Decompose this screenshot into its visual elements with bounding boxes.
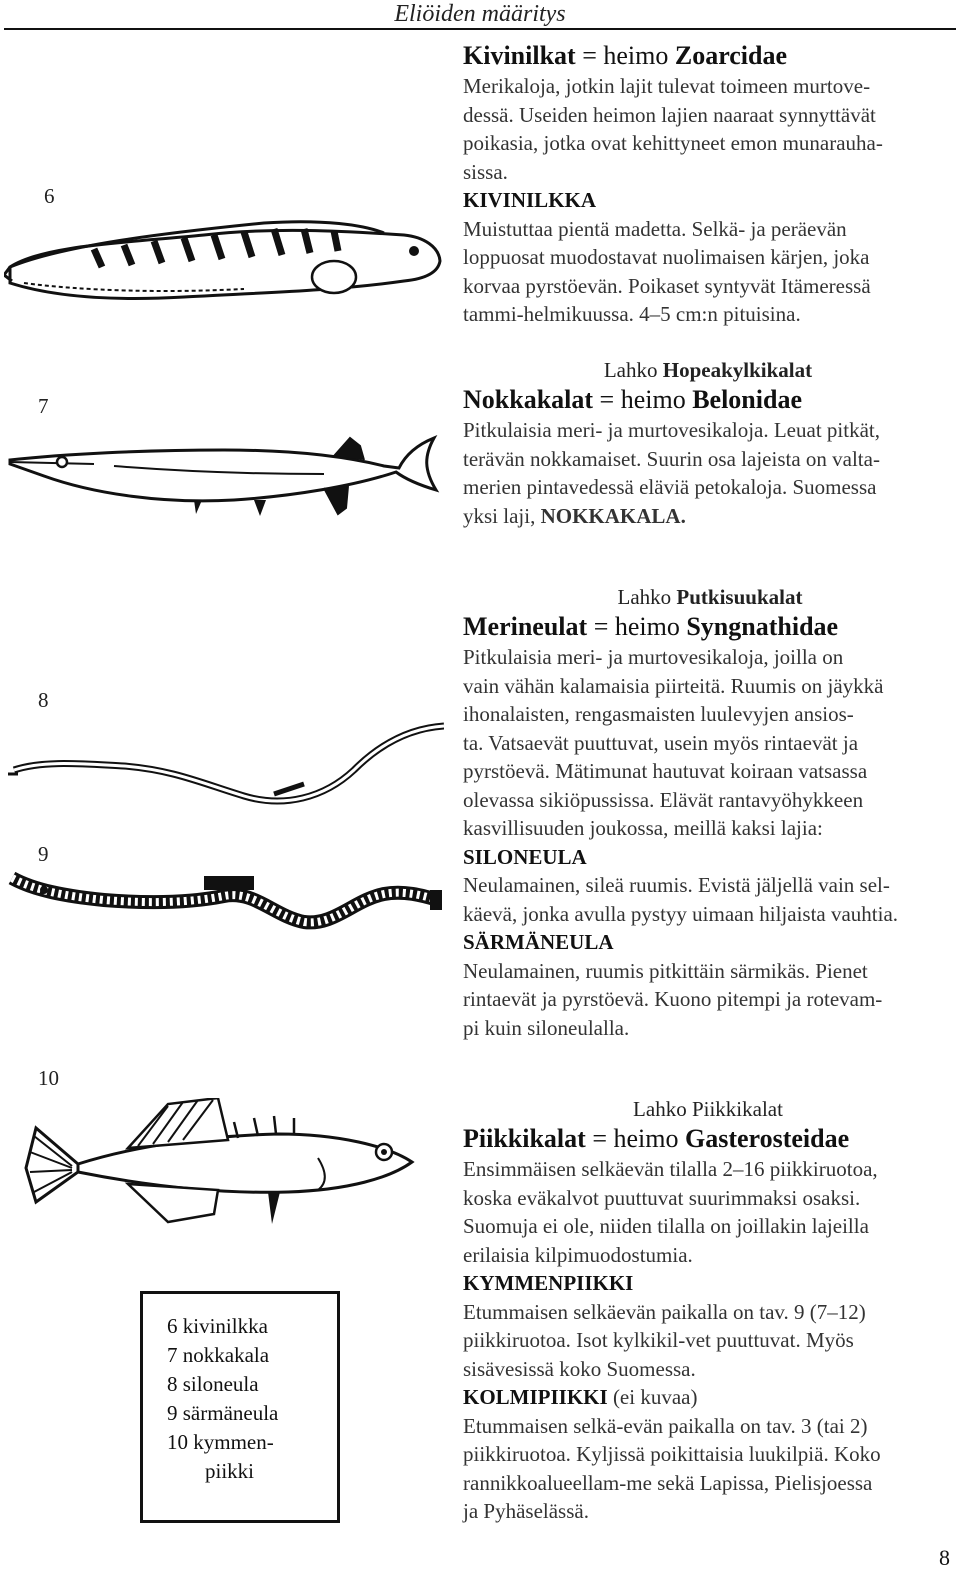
family-title	[463, 1123, 953, 1155]
text-line: rintaevät ja pyrstöevä. Kuono pitempi ja rotevam-	[463, 987, 883, 1011]
text-line: olevassa sikiöpussissa. Elävät rantavyöhykkeen	[463, 787, 864, 812]
family-title	[463, 40, 953, 72]
garfish-illustration	[4, 420, 444, 530]
text-line: piikkiruotoa. Isot kylkikil-vet puuttuvat. Myös	[463, 1328, 854, 1352]
greater-pipefish-illustration	[4, 860, 444, 950]
order-heading: Lahko Piikkikalat	[633, 1097, 783, 1121]
caption-line: piikki	[205, 1459, 255, 1483]
text-line: kasvillisuuden joukossa, meillä kaksi lajia:	[463, 816, 823, 840]
text-line: Etummaisen selkä-evän paikalla on tav. 3 (tai 2)	[463, 1413, 868, 1438]
text-line: Ensimmäisen selkäevän tilalla 2–16 piikkiruotoa,	[463, 1157, 878, 1181]
species-note: (ei kuvaa)	[607, 1385, 698, 1409]
common-name: Piikkikalat	[463, 1124, 586, 1153]
text-line: pyrstöevä. Mätimunat hautuvat koiraan vatsassa	[463, 759, 868, 783]
page-header: Eliöiden määritys	[394, 1, 566, 27]
page-number: 8	[939, 1545, 950, 1570]
text-fragment: yksi laji,	[463, 503, 541, 528]
caption-line: 6 kivinilkka	[167, 1314, 268, 1338]
eelpout-illustration	[4, 205, 444, 315]
section-belonidae	[463, 356, 953, 530]
text-line: merien pintavedessä eläviä petokaloja. Suomessa	[463, 475, 877, 499]
caption-line: 10 kymmen-	[167, 1430, 274, 1454]
text-line: pi kuin siloneulalla.	[463, 1015, 630, 1040]
text-line: Muistuttaa pientä madetta. Selkä- ja peräevän	[463, 216, 847, 241]
family-name: Gasterosteidae	[684, 1124, 850, 1153]
figure-number-7: 7	[38, 394, 49, 418]
text-line: käevä, jonka avulla pystyy uimaan hiljaista vauhtia.	[463, 901, 899, 926]
figure-number-6: 6	[44, 184, 55, 208]
title-separator: = heimo	[575, 41, 675, 70]
text-line: poikasia, jotka ovat kehittyneet emon munarauha-	[463, 131, 883, 155]
figure-caption-box	[140, 1291, 340, 1523]
species-name: NOKKAKALA.	[540, 503, 686, 528]
family-name: Syngnathidae	[686, 612, 839, 641]
order-heading	[463, 583, 957, 611]
straightnose-pipefish-illustration	[4, 710, 444, 820]
text-line: rannikkoalueellam-me sekä Lapissa, Pielisjoessa	[463, 1470, 873, 1495]
section-gasterosteidae	[463, 1095, 953, 1526]
text-line: Suomuja ei ole, niiden tilalla on joillakin lajeilla	[463, 1214, 869, 1238]
family-name: Zoarcidae	[674, 41, 788, 70]
species-name: KIVINILKKA	[463, 188, 597, 212]
text-line: erilaisia kilpimuodostumia.	[463, 1242, 693, 1267]
order-name: Putkisuukalat	[676, 585, 803, 609]
order-prefix: Lahko	[617, 585, 677, 609]
text-line: terävän nokkamaiset. Suurin osa lajeista on valta-	[463, 446, 880, 471]
species-name: KYMMENPIIKKI	[463, 1271, 634, 1295]
text-line: Pitkulaisia meri- ja murtovesikaloja. Leuat pitkät,	[463, 418, 880, 442]
text-line: koska eväkalvot puuttuvat suurimmaksi osaksi.	[463, 1185, 861, 1210]
text-line: vain vähän kalamaisia piirteitä. Ruumis on jäykkä	[463, 673, 884, 698]
figure-number-10: 10	[38, 1066, 59, 1090]
order-heading	[463, 356, 953, 384]
species-name: SÄRMÄNEULA	[463, 930, 614, 954]
caption-line: 7 nokkakala	[167, 1343, 270, 1367]
text-line: loppuosat muodostavat nuolimaisen kärjen, joka	[463, 245, 870, 269]
text-line: sissa.	[463, 159, 508, 184]
title-separator: = heimo	[587, 612, 687, 641]
header-rule	[4, 28, 956, 30]
text-line: Neulamainen, sileä ruumis. Evistä jäljellä vain sel-	[463, 873, 890, 897]
family-title	[463, 611, 957, 643]
text-line	[463, 502, 953, 531]
section-zoarcidae	[463, 40, 953, 329]
text-line: ta. Vatsaevät puuttuvat, usein myös rintaevät ja	[463, 730, 859, 755]
section-syngnathidae	[463, 583, 957, 1042]
text-line: Merikaloja, jotkin lajit tulevat toimeen murtove-	[463, 74, 871, 98]
title-separator: = heimo	[593, 385, 693, 414]
species-heading	[463, 1383, 953, 1412]
text-line: Etummaisen selkäevän paikalla on tav. 9 (7–12)	[463, 1299, 866, 1324]
ninespine-stickleback-illustration	[18, 1098, 418, 1228]
family-name: Belonidae	[692, 385, 802, 414]
figure-number-9: 9	[38, 842, 49, 866]
species-name: SILONEULA	[463, 844, 587, 869]
figure-number-8: 8	[38, 688, 49, 712]
text-line: Neulamainen, ruumis pitkittäin särmikäs. Pienet	[463, 958, 868, 983]
text-line: tammi-helmikuussa. 4–5 cm:n pituisina.	[463, 302, 801, 326]
text-line: korvaa pyrstöevän. Poikaset syntyvät Itämeressä	[463, 273, 871, 298]
text-line: ja Pyhäselässä.	[463, 1499, 589, 1523]
caption-line: 9 särmäneula	[167, 1401, 279, 1425]
order-name: Hopeakylkikalat	[662, 358, 813, 382]
text-line: ihonalaisten, rengasmaisten luulevyjen ansios-	[463, 702, 854, 726]
common-name: Nokkakalat	[463, 385, 594, 414]
text-line: Pitkulaisia meri- ja murtovesikaloja, joilla on	[463, 645, 844, 669]
common-name: Kivinilkat	[463, 41, 576, 70]
text-line: sisävesissä koko Suomessa.	[463, 1356, 696, 1381]
species-name: KOLMIPIIKKI	[463, 1385, 608, 1409]
family-title	[463, 384, 953, 416]
text-line: piikkiruotoa. Kyljissä poikittaisia luukilpiä. Koko	[463, 1442, 881, 1466]
order-prefix: Lahko	[603, 358, 663, 382]
text-line: dessä. Useiden heimon lajien naaraat synnyttävät	[463, 102, 876, 127]
caption-line: 8 siloneula	[167, 1372, 259, 1396]
common-name: Merineulat	[463, 612, 588, 641]
title-separator: = heimo	[585, 1124, 685, 1153]
